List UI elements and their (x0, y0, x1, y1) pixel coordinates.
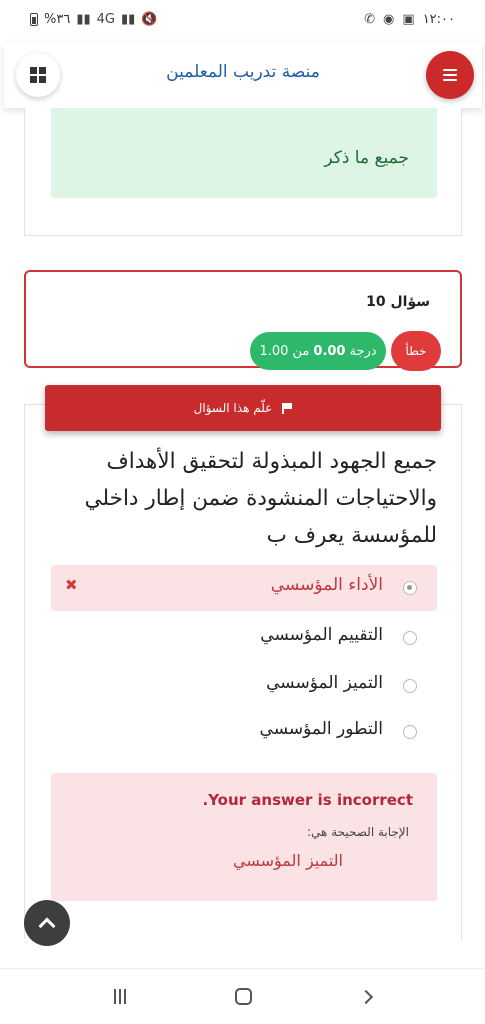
whatsapp-icon: ◉ (383, 11, 395, 27)
grid-button[interactable] (16, 53, 60, 97)
radio-button[interactable] (403, 725, 417, 739)
menu-button[interactable] (426, 51, 474, 99)
question-body-card (24, 404, 462, 939)
chevron-up-icon (39, 918, 56, 935)
question-number (366, 294, 430, 310)
battery-level: %٣٦ (44, 11, 71, 27)
radio-button[interactable] (403, 631, 417, 645)
feedback-title: Your answer is incorrect. (202, 791, 413, 809)
status-left (30, 12, 158, 27)
network-type: 4G (96, 11, 115, 27)
question-text: جميع الجهود المبذولة لتحقيق الأهداف والاحتياجات المنشودة ضمن إطار داخلي للمؤسسة يعرف ب (84, 449, 437, 548)
status-badge: خطأ (391, 331, 441, 371)
missed-call-icon: ✆ (364, 11, 376, 27)
answer-option-label: التميز المؤسسي (266, 673, 383, 693)
answer-option-label: التقييم المؤسسي (260, 625, 383, 645)
menu-icon (443, 66, 457, 84)
flag-question-button[interactable] (45, 385, 441, 431)
previous-correct-answer-box (51, 108, 437, 198)
score-suffix: من 1.00 (259, 343, 310, 359)
answer-option-3[interactable] (51, 663, 437, 709)
home-button[interactable] (235, 988, 252, 1005)
grid-icon (30, 67, 46, 83)
flag-icon (282, 403, 292, 414)
score-value: 0.00 (313, 343, 346, 359)
answer-option-4[interactable] (51, 709, 437, 755)
status-bar (0, 0, 485, 38)
correct-answer: التميز المؤسسي (233, 851, 343, 870)
back-button[interactable] (359, 989, 373, 1003)
system-nav-bar (0, 968, 485, 1024)
flag-question-label: علّم هذا السؤال (193, 401, 273, 415)
clock: ١٢:٠٠ (422, 11, 455, 27)
answer-option-2[interactable] (51, 615, 437, 661)
page-title: منصة تدريب المعلمين (166, 62, 320, 82)
answer-option-1[interactable] (51, 565, 437, 611)
question-number-value: 10 (366, 294, 386, 310)
answer-option-label: الأداء المؤسسي (270, 575, 383, 595)
signal-icon-2: ▮▮ (121, 11, 136, 27)
correct-answer-label: الإجابة الصحيحة هي: (307, 825, 409, 839)
status-right (364, 12, 455, 27)
signal-icon: ▮▮ (76, 11, 91, 27)
feedback-box (51, 773, 437, 901)
previous-question-card (24, 108, 462, 236)
recent-apps-button[interactable] (114, 989, 126, 1004)
previous-correct-answer: جميع ما ذكر (324, 148, 409, 168)
radio-button[interactable] (403, 679, 417, 693)
app-header (4, 42, 482, 108)
question-info-box (24, 270, 462, 368)
score-prefix: درجة (349, 343, 377, 359)
answer-option-label: التطور المؤسسي (259, 719, 383, 739)
score-badge (250, 332, 386, 370)
incorrect-icon: ✖ (65, 576, 78, 594)
scroll-to-top-button[interactable] (24, 900, 70, 946)
question-number-label: سؤال (390, 294, 430, 310)
gallery-icon: ▣ (402, 11, 415, 27)
battery-icon (30, 13, 38, 26)
mute-icon: 🔇 (141, 11, 158, 27)
radio-button[interactable] (403, 581, 417, 595)
